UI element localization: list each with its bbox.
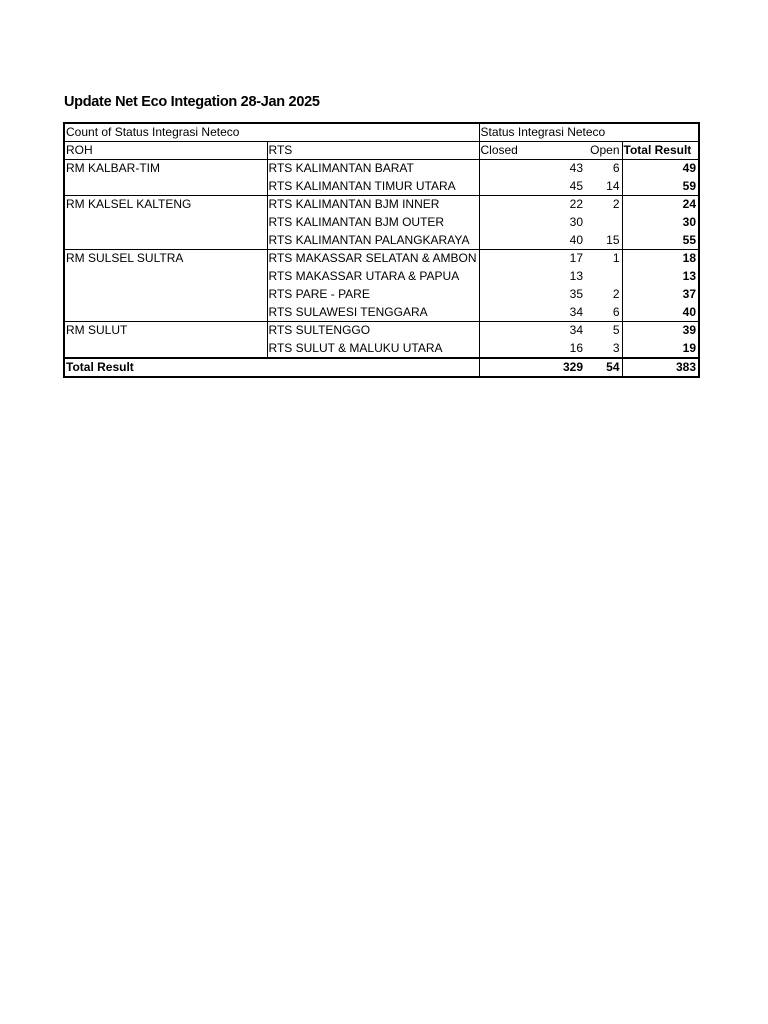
cell-open[interactable]: 2 <box>585 196 622 214</box>
cell-closed[interactable]: 34 <box>479 322 585 340</box>
cell-open[interactable] <box>585 214 622 232</box>
measure-label[interactable]: Count of Status Integrasi Neteco <box>64 123 479 142</box>
cell-rts[interactable]: RTS SULAWESI TENGGARA <box>267 304 479 322</box>
cell-roh[interactable] <box>64 178 267 196</box>
table-row <box>64 214 699 232</box>
cell-rts[interactable]: RTS MAKASSAR UTARA & PAPUA <box>267 268 479 286</box>
cell-open[interactable]: 6 <box>612 304 620 319</box>
table-row <box>64 340 699 358</box>
cell-roh[interactable]: RM SULSEL SULTRA <box>64 250 267 268</box>
cell-total[interactable]: 59 <box>622 178 699 196</box>
cell-total[interactable]: 13 <box>622 268 699 286</box>
cell-open[interactable]: 15 <box>606 232 620 247</box>
cell-total[interactable]: 40 <box>622 304 699 322</box>
cell-roh[interactable] <box>64 286 267 304</box>
cell-closed[interactable]: 22 <box>479 196 585 214</box>
cell-rts[interactable]: RTS KALIMANTAN BARAT <box>267 160 479 178</box>
cell-closed[interactable]: 30 <box>479 214 585 232</box>
cell-closed[interactable]: 34 <box>479 304 585 322</box>
cell-closed[interactable]: 45 <box>479 178 585 196</box>
cell-closed[interactable]: 35 <box>479 286 585 304</box>
cell-total[interactable]: 18 <box>622 250 699 268</box>
cell-roh[interactable] <box>64 340 267 358</box>
grand-total-open[interactable]: 54 <box>585 358 622 377</box>
document-title: Update Net Eco Integation 28-Jan 2025 <box>64 94 320 110</box>
cell-open[interactable]: 14 <box>606 178 620 193</box>
pivot-table <box>63 122 700 378</box>
cell-open[interactable]: 6 <box>612 161 620 176</box>
cell-open[interactable] <box>585 268 622 286</box>
grand-total-row <box>64 358 699 377</box>
cell-closed[interactable]: 13 <box>479 268 585 286</box>
cell-closed[interactable]: 17 <box>479 250 585 268</box>
table-row <box>64 160 699 178</box>
grand-total-closed[interactable]: 329 <box>479 358 585 377</box>
cell-closed[interactable]: 40 <box>479 232 585 250</box>
header-total[interactable]: Total Result <box>622 142 699 160</box>
cell-open[interactable]: 1 <box>585 250 622 268</box>
cell-rts[interactable]: RTS KALIMANTAN PALANGKARAYA <box>267 232 479 250</box>
cell-roh[interactable] <box>64 214 267 232</box>
cell-total[interactable]: 49 <box>622 160 699 178</box>
header-roh[interactable]: ROH <box>64 142 267 160</box>
header-open[interactable]: Open <box>585 142 622 160</box>
cell-rts[interactable]: RTS PARE - PARE <box>267 286 479 304</box>
cell-rts[interactable]: RTS KALIMANTAN BJM INNER <box>267 196 479 214</box>
cell-roh[interactable]: RM KALBAR-TIM <box>66 161 161 176</box>
grand-total-total[interactable]: 383 <box>622 358 699 377</box>
cell-rts[interactable]: RTS KALIMANTAN TIMUR UTARA <box>267 178 479 196</box>
cell-roh[interactable] <box>64 232 267 250</box>
cell-total[interactable]: 30 <box>622 214 699 232</box>
pivot-measure-row <box>64 123 699 142</box>
header-rts[interactable]: RTS <box>267 142 479 160</box>
cell-roh[interactable]: RM SULUT <box>64 322 267 340</box>
cell-rts[interactable]: RTS SULUT & MALUKU UTARA <box>267 340 479 358</box>
cell-rts[interactable]: RTS SULTENGGO <box>267 322 479 340</box>
cell-open[interactable]: 2 <box>612 287 620 301</box>
table-row <box>64 286 699 304</box>
cell-roh[interactable] <box>64 304 267 322</box>
cell-closed[interactable]: 43 <box>479 160 585 178</box>
cell-rts[interactable]: RTS MAKASSAR SELATAN & AMBON <box>267 250 479 268</box>
column-field-label[interactable]: Status Integrasi Neteco <box>479 123 699 142</box>
header-closed[interactable]: Closed <box>479 142 585 160</box>
cell-total[interactable]: 39 <box>622 322 699 340</box>
cell-total[interactable]: 24 <box>622 196 699 214</box>
table-row <box>64 322 699 340</box>
grand-total-label[interactable]: Total Result <box>64 358 479 377</box>
cell-total[interactable]: 37 <box>622 286 699 304</box>
cell-rts[interactable]: RTS KALIMANTAN BJM OUTER <box>267 214 479 232</box>
cell-roh[interactable]: RM KALSEL KALTENG <box>64 196 267 214</box>
cell-open[interactable]: 3 <box>612 340 620 355</box>
table-row <box>64 196 699 214</box>
pivot-header-row <box>64 142 699 160</box>
table-row <box>64 304 699 322</box>
table-row <box>64 232 699 250</box>
cell-total[interactable]: 55 <box>622 232 699 250</box>
table-row <box>64 178 699 196</box>
cell-roh[interactable] <box>64 268 267 286</box>
cell-closed[interactable]: 16 <box>479 340 585 358</box>
cell-open[interactable]: 5 <box>585 322 622 340</box>
table-row <box>64 250 699 268</box>
table-row <box>64 268 699 286</box>
cell-total[interactable]: 19 <box>622 340 699 358</box>
